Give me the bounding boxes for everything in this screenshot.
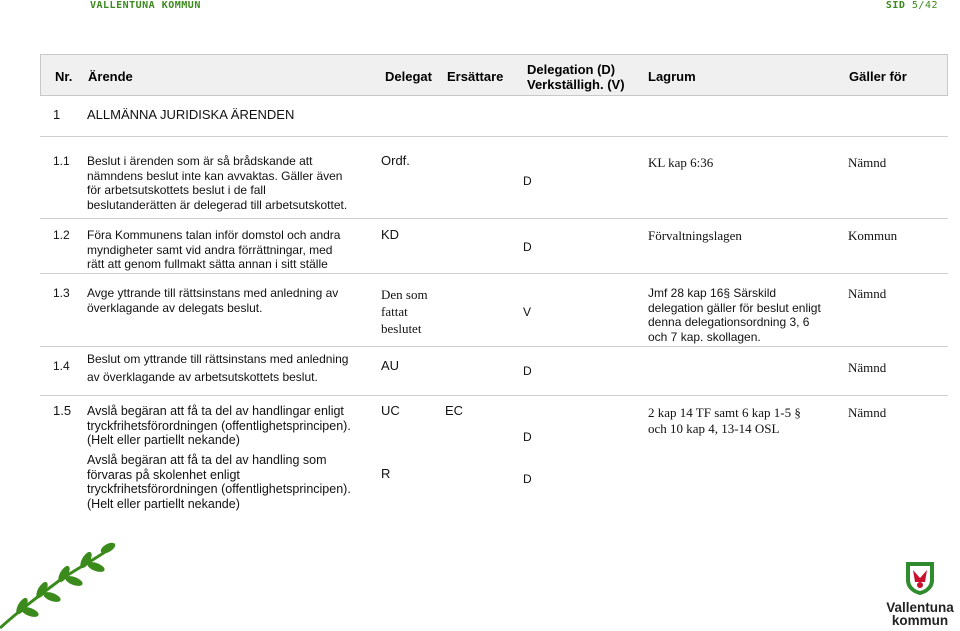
row-arende: Föra Kommunens talan inför domstol och andra myndigheter samt vid andra förrättningar, med rätt att genom fullmakt sätta annan i sitt ställe [87, 228, 341, 271]
col-arende: Ärende [88, 69, 133, 84]
divider [40, 136, 948, 137]
page-number [886, 0, 938, 11]
row-lagrum: Jmf 28 kap 16§ Särskild delegation gäller för beslut enligt denna delegationsordning 3, 6 och 7 kap. skollagen. [648, 286, 821, 344]
row-delegat: Den som fattat beslutet [381, 287, 428, 336]
row-nr: 1.1 [53, 154, 70, 168]
col-delegation: Delegation (D) [527, 62, 616, 77]
row-lagrum: KL kap 6:36 [648, 155, 714, 170]
row-delegat: AU [381, 358, 400, 373]
row-nr: 1.4 [53, 359, 70, 373]
page-value: 5/42 [911, 0, 938, 11]
crest-icon [904, 560, 936, 596]
row-delegat: UC [381, 403, 400, 418]
row-delegat: KD [381, 227, 400, 242]
row-lagrum: 2 kap 14 TF samt 6 kap 1-5 § och 10 kap 4, 13-14 OSL [648, 405, 801, 436]
col-delegat: Delegat [385, 69, 432, 84]
row-ersattare: EC [445, 403, 464, 418]
row-galler-for: Nämnd [848, 405, 887, 420]
logo-word-1: Vallentuna [886, 600, 954, 615]
row-delegation: D [523, 174, 532, 188]
row-nr: 1.5 [53, 403, 72, 418]
row-arende: Avslå begäran att få ta del av handling som förvaras på skolenhet enligt tryckfrihetsförordningen (offentlighetsprincipen). (Helt eller partiellt nekande) [87, 453, 351, 511]
row-galler-for: Nämnd [848, 155, 887, 170]
row-galler-for: Nämnd [848, 286, 887, 301]
row-arende: Beslut i ärenden som är så brådskande att nämndens beslut inte kan avvaktas. Gäller även för arbetsutskottets beslut i de fall beslutanderätten är delegerad till arbetsutskottet. [87, 154, 348, 212]
logo-word-2: kommun [891, 613, 949, 628]
divider [40, 218, 948, 219]
row-lagrum: Förvaltningslagen [648, 228, 742, 243]
row-galler-for: Kommun [848, 228, 898, 243]
table-header [40, 54, 948, 96]
row-delegation: D [523, 240, 532, 254]
running-header [0, 0, 960, 12]
divider [40, 346, 948, 347]
section-title: ALLMÄNNA JURIDISKA ÄRENDEN [87, 107, 295, 122]
row-galler-for: Nämnd [848, 360, 887, 375]
section-number: 1 [53, 107, 61, 122]
row-arende: Avge yttrande till rättsinstans med anledning av överklagande av delegats beslut. [87, 286, 339, 315]
row-arende: Beslut om yttrande till rättsinstans med anledning av överklagande av arbetsutskottets beslut. [87, 352, 349, 384]
col-ersattare: Ersättare [447, 69, 504, 84]
page-label: SID [885, 0, 906, 11]
row-delegation: D [523, 364, 532, 378]
col-verkstallighet: Verkställigh. (V) [527, 77, 625, 92]
divider [40, 273, 948, 274]
col-galler-for: Gäller för [849, 69, 907, 84]
row-nr: 1.3 [53, 286, 70, 300]
col-lagrum: Lagrum [648, 69, 696, 84]
col-nr: Nr. [55, 69, 73, 84]
row-arende: Avslå begäran att få ta del av handlingar enligt tryckfrihetsförordningen (offentlighetsprincipen). (Helt eller partiellt nekande) [87, 404, 351, 447]
row-delegat: Ordf. [381, 153, 410, 168]
vallentuna-logo [885, 560, 955, 630]
row-nr: 1.2 [53, 228, 70, 242]
org-name: VALLENTUNA KOMMUN [90, 0, 201, 11]
divider [40, 395, 948, 396]
vine-decoration [0, 540, 120, 631]
row-delegat: R [381, 466, 391, 481]
row-delegation: V [523, 305, 532, 319]
row-delegation: D [523, 430, 532, 444]
row-delegation: D [523, 472, 532, 486]
